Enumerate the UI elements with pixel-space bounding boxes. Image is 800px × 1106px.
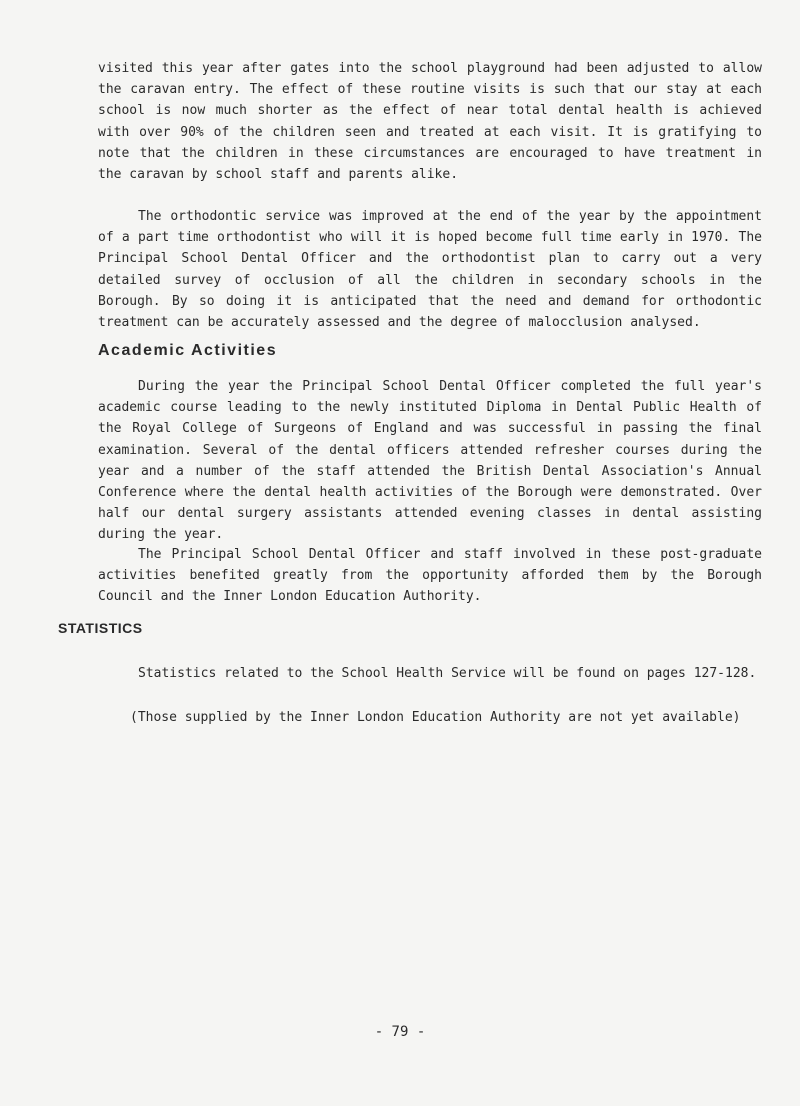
page-number: - 79 - bbox=[374, 1024, 426, 1040]
heading-academic-activities: Academic Activities bbox=[98, 342, 278, 359]
heading-statistics: STATISTICS bbox=[58, 620, 143, 636]
paragraph-orthodontic-service: The orthodontic service was improved at the end of the year by the appointment of a part time orthodontist who will it is hoped become full time early in 1970. The Principal School Dental Officer and the orthodontist plan to carry out a very detailed survey of occlusion of all the children in secondary schools in the Borough. By so doing it is anticipated that the need and demand for orthodontic treatment can be accurately assessed and the degree of malocclusion analysed. bbox=[98, 209, 762, 331]
paragraph-ilea-note: (Those supplied by the Inner London Education Authority are not yet available) bbox=[130, 710, 741, 725]
paragraph-post-graduate: The Principal School Dental Officer and staff involved in these post-graduate activities benefited greatly from the opportunity afforded them by the Borough Council and the Inner London Education Authority. bbox=[98, 547, 762, 605]
paragraph-statistics-pages: Statistics related to the School Health Service will be found on pages 127-128. bbox=[138, 666, 757, 681]
paragraph-academic-activities: During the year the Principal School Dental Officer completed the full year's academic course leading to the newly instituted Diploma in Dental Public Health of the Royal College of Surgeons of England and was successful in passing the final examination. Several of the dental officers attended refresher courses during the year and a number of the staff attended the British Dental Association's Annual Conference where the dental health activities of the Borough were demonstrated. Over half our dental surgery assistants attended evening classes in dental assisting during the year. bbox=[98, 379, 762, 543]
paragraph-caravan-visits: visited this year after gates into the school playground had been adjusted to allow the caravan entry. The effect of these routine visits is such that our stay at each school is now much shorter as the effect of near total dental health is achieved with over 90% of the children seen and treated at each visit. It is gratifying to note that the children in these circumstances are encouraged to have treatment in the caravan by school staff and parents alike. bbox=[98, 61, 762, 183]
